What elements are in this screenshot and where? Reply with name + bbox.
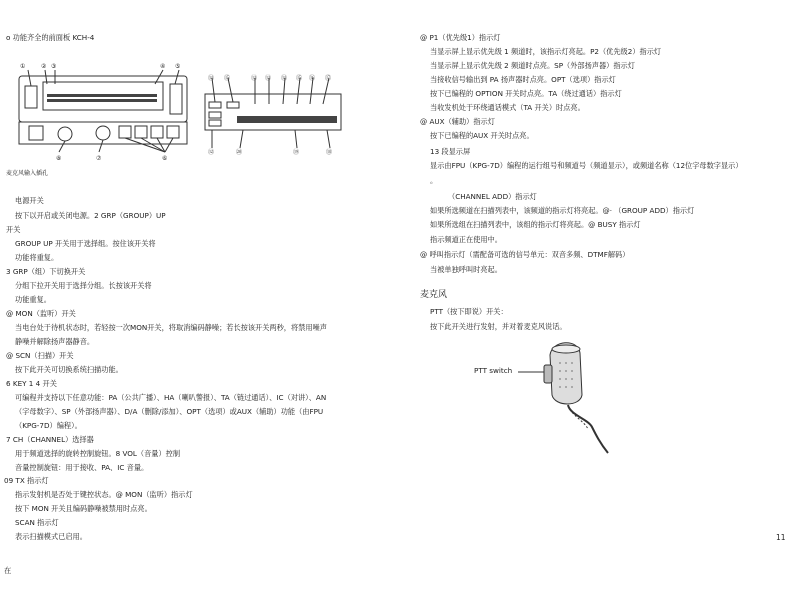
callout-r6: ⑮ (296, 75, 303, 82)
right-line: 当显示屏上显示优先级 1 频道时，该指示灯亮起。P2（优先级2）指示灯 (430, 47, 662, 56)
left-line: GROUP UP 开关用于选择组。按住该开关将 (15, 239, 156, 248)
left-line: （字母数字）、SP（外部扬声器）、D/A（删除/添加）、OPT（选项）或AUX（辅助）功能（由FPU (15, 407, 324, 416)
right-line: @ P1（优先级1）指示灯 (420, 33, 501, 42)
mic-line: PTT（按下即说）开关： (430, 307, 508, 316)
ptt-switch-label: PTT switch (474, 366, 513, 375)
diagram-caption: 麦克风输入插孔 (6, 170, 49, 177)
left-line: 音量控制旋钮：用于接收、PA、IC 音量。 (15, 463, 149, 472)
right-line: 如果所选频道在扫描列表中，该频道的指示灯将亮起。@· （GROUP ADD）指示灯 (430, 206, 695, 215)
left-line: 表示扫描模式已启用。 (15, 532, 87, 541)
left-footer: 在 (4, 566, 12, 575)
right-line: 当收发机处于环绕通话模式（TA 开关）时点亮。 (430, 103, 585, 112)
callout-r1: ⑭ (208, 75, 215, 82)
callout-6: ⑥ (162, 155, 168, 162)
callout-7: ⑦ (96, 155, 102, 162)
callout-r11: ⑲ (293, 149, 300, 156)
left-line: 3 GRP（组）下切换开关 (6, 267, 86, 276)
right-line: 显示由FPU（KPG-7D）编程的运行组号和频道号（频道显示），或频道名称（12位字母数字显示） (430, 161, 743, 170)
left-line: SCAN 指示灯 (15, 518, 59, 527)
microphone-illustration (500, 335, 640, 465)
callout-r9: ⑫ (208, 149, 215, 156)
callout-r7: ⑯ (309, 75, 316, 82)
right-line: 当接收信号输出到 PA 扬声器时点亮。OPT（选项）指示灯 (430, 75, 616, 84)
callout-r10: ⑳ (236, 149, 243, 156)
right-line: 按下已编程的 OPTION 开关时点亮。TA（绕过通话）指示灯 (430, 89, 622, 98)
left-line: （KPG-7D）编程）。 (15, 421, 82, 430)
right-line: 如果所选组在扫描列表中，该组的指示灯将亮起。@ BUSY 指示灯 (430, 220, 641, 229)
left-line: @ MON（监听）开关 (6, 309, 76, 318)
right-line: 指示频道正在使用中。 (430, 235, 502, 244)
callout-1: ① (20, 63, 26, 70)
left-line: 功能重复。 (15, 295, 51, 304)
right-line: @ 呼叫指示灯（需配备可选的信号单元：双音多频、DTMF解码） (420, 250, 630, 259)
page-number: 11 (776, 533, 786, 542)
callout-r3: ⑬ (251, 75, 258, 82)
left-line: 电源开关 (15, 196, 44, 205)
left-line: 按下以开启或关闭电源。2 GRP（GROUP）UP (15, 211, 166, 220)
callout-2: ② (41, 63, 47, 70)
callout-4: ④ (160, 63, 166, 70)
right-line: （CHANNEL ADD）指示灯 (448, 192, 537, 201)
left-line: 6 KEY 1 4 开关 (6, 379, 57, 388)
callout-r12: ⑱ (326, 149, 333, 156)
right-line: 。 (430, 176, 438, 185)
right-line: 13 段显示屏 (430, 147, 471, 156)
right-line: 当被单独呼叫时亮起。 (430, 265, 502, 274)
left-line: @ SCN（扫描）开关 (6, 351, 74, 360)
left-line: 可编程并支持以下任意功能：PA（公共广播）、HA（喇叭警报）、TA（链过通话）、IC（对讲）、AN (15, 393, 327, 402)
callout-3: ③ (51, 63, 57, 70)
callout-r4: ⑬ (265, 75, 272, 82)
left-line: 分组下拉开关用于选择分组。长按该开关将 (15, 281, 152, 290)
right-line: 按下已编程的AUX 开关时点亮。 (430, 131, 534, 140)
left-line: 当电台处于待机状态时，若轻按一次MON开关，将取消编码静噪；若长按该开关两秒，将禁用噪声 (15, 323, 327, 332)
left-line: 09 TX 指示灯 (4, 476, 49, 485)
left-line: 功能将重复。 (15, 253, 59, 262)
callout-r2: ⑮ (224, 75, 231, 82)
mic-line: 按下此开关进行发射，并对着麦克风说话。 (430, 322, 567, 331)
left-line: 指示发射机是否处于键控状态。@ MON（监听）指示灯 (15, 490, 193, 499)
mic-heading: 麦克风 (420, 290, 448, 300)
callout-8: ⑧ (56, 155, 62, 162)
right-line: @ AUX（辅助）指示灯 (420, 117, 495, 126)
left-line: 按下此开关可切换系统扫描功能。 (15, 365, 123, 374)
section-title: o 功能齐全的前面板 KCH-4 (6, 33, 95, 42)
callout-5: ⑤ (175, 63, 181, 70)
callout-r5: ⑭ (281, 75, 288, 82)
left-line: 用于频道选择的旋转控制旋钮。8 VOL（音量）控制 (15, 449, 181, 458)
left-line: 静噪并解除扬声器静音。 (15, 337, 95, 346)
left-line: 开关 (6, 225, 21, 234)
left-line: 7 CH（CHANNEL）选择器 (6, 435, 94, 444)
left-line: 按下 MON 开关且编码静噪被禁用时点亮。 (15, 504, 152, 513)
callout-r8: ⑰ (325, 75, 332, 82)
right-line: 当显示屏上显示优先级 2 频道时点亮。SP（外部扬声器）指示灯 (430, 61, 635, 70)
